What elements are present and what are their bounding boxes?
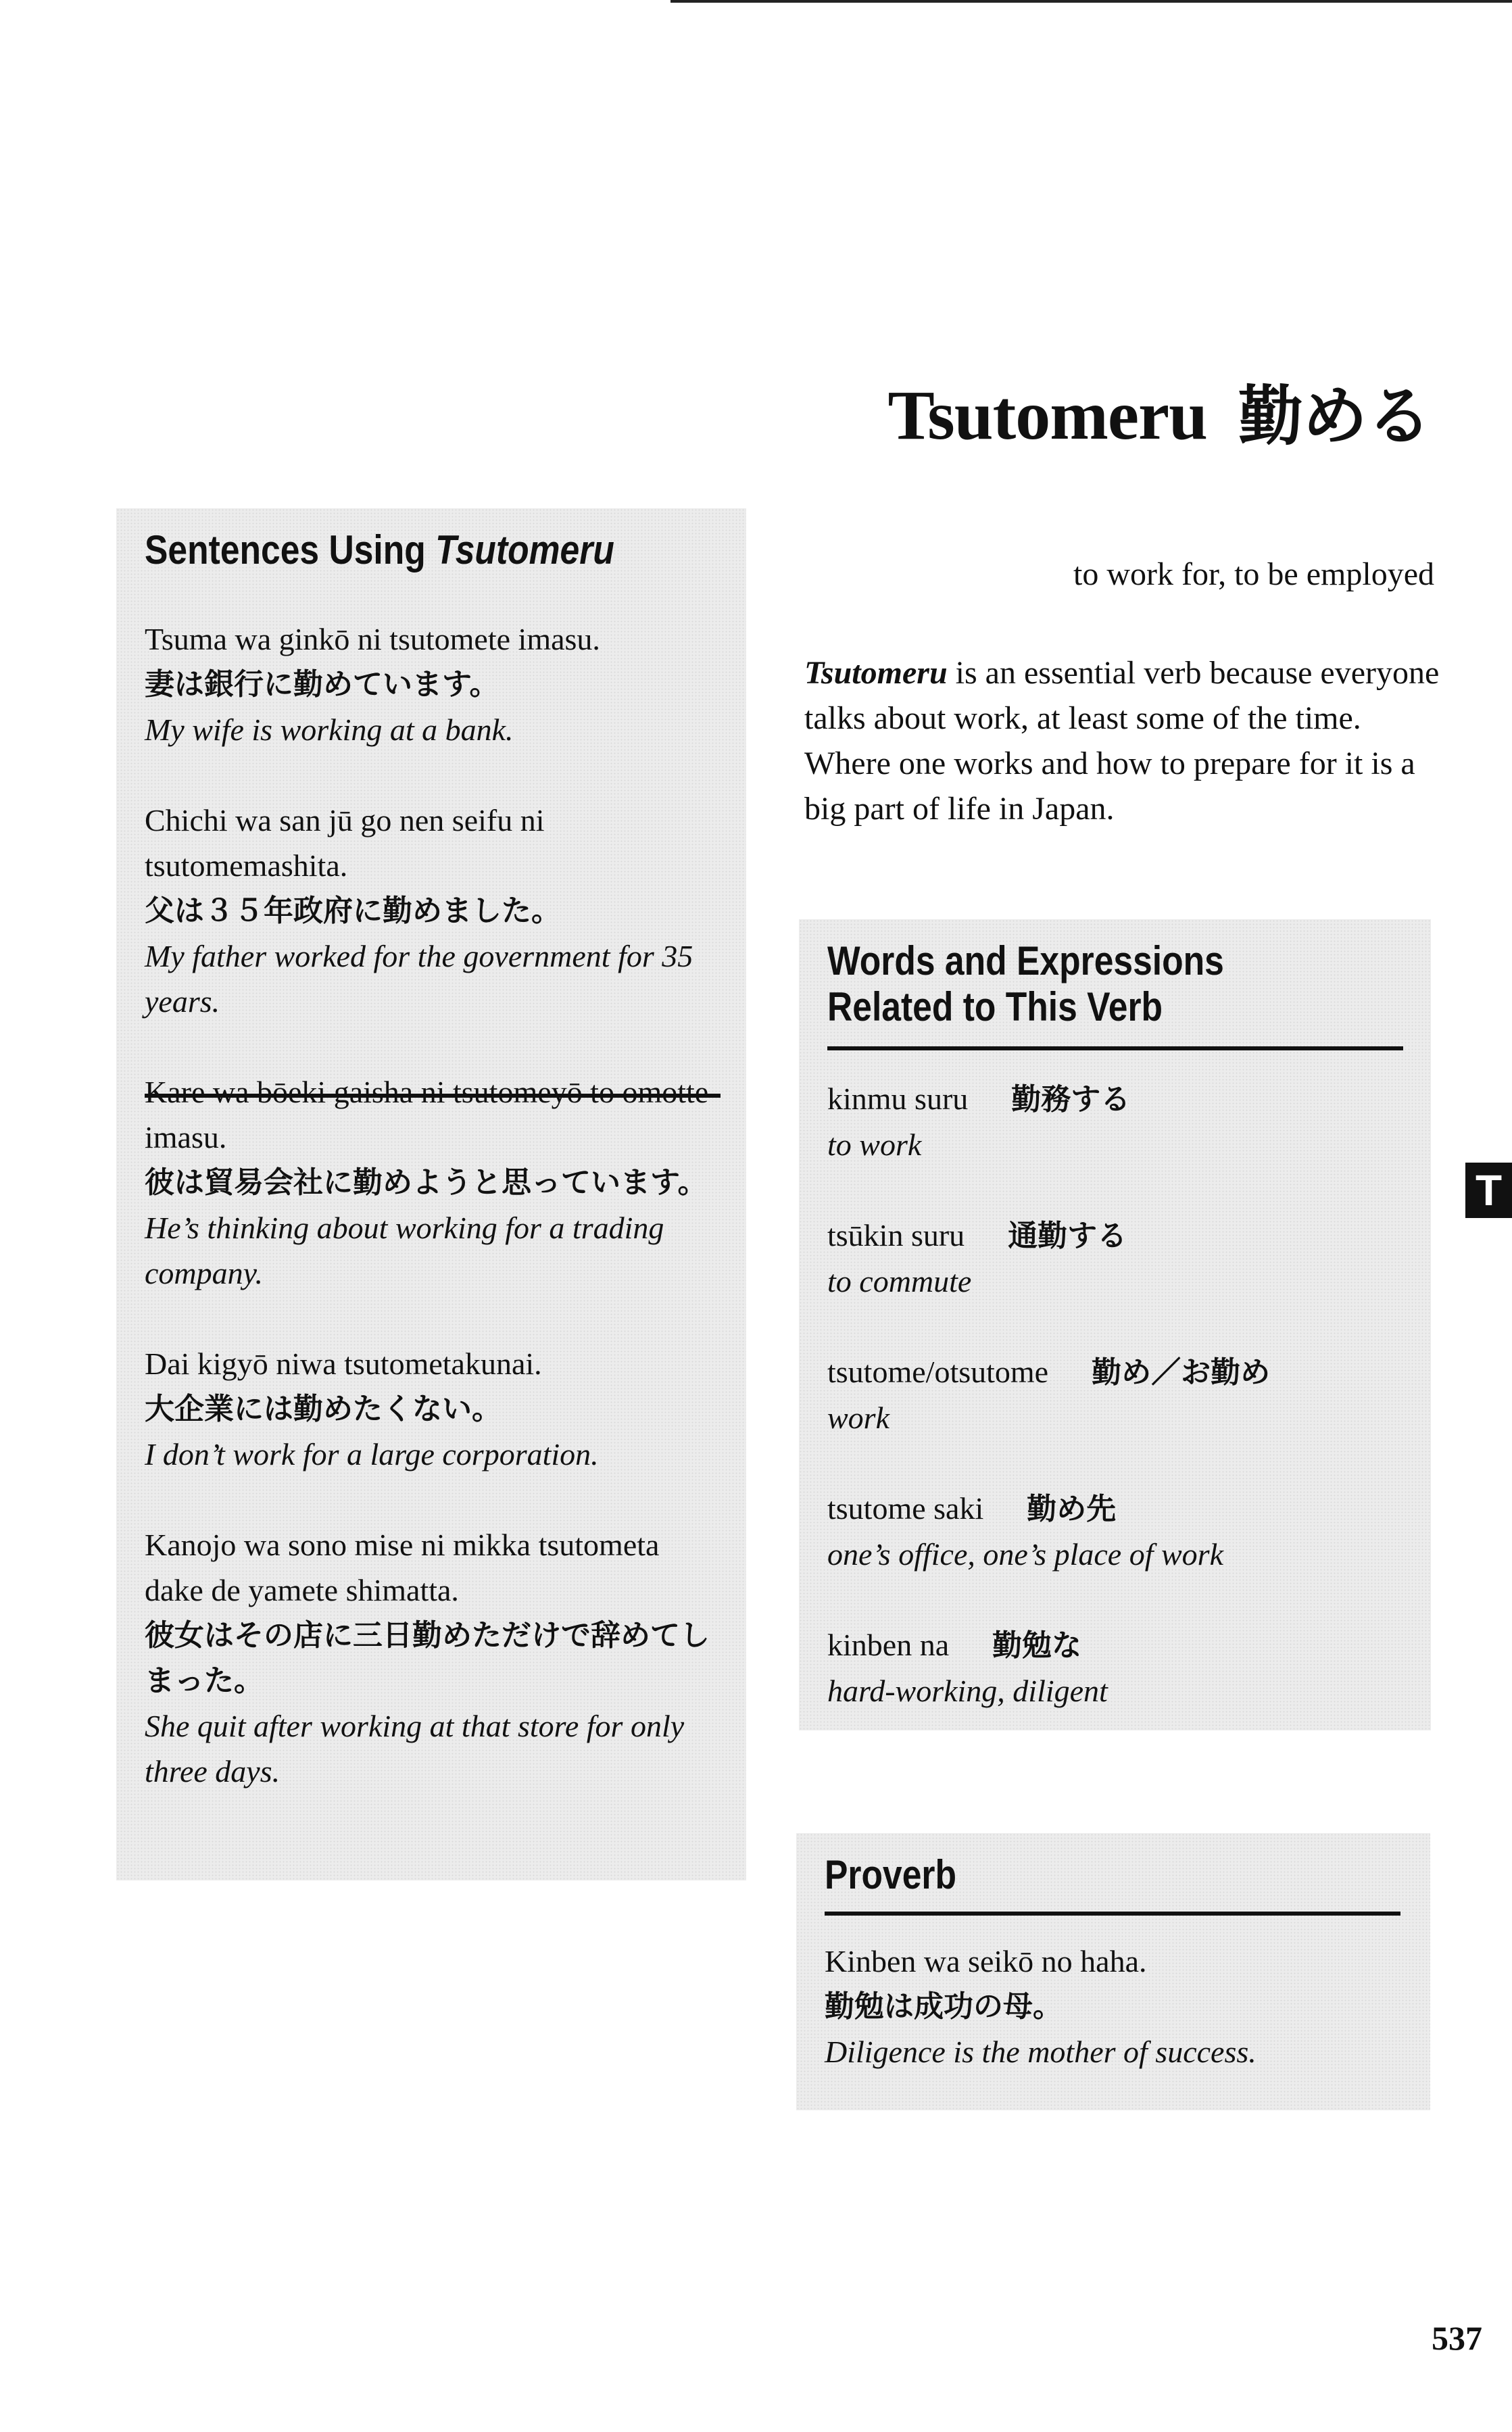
word-japanese: 通勤する (1008, 1219, 1127, 1253)
top-rule (670, 0, 1512, 3)
sentence-japanese: 大企業には勤めたくない。 (145, 1392, 502, 1426)
title-romaji: Tsutomeru (887, 376, 1207, 454)
sentence-romaji: Tsuma wa ginkō ni tsutomete imasu. (145, 622, 600, 656)
section-thumb-tab: T (1465, 1163, 1512, 1218)
intro-paragraph (804, 650, 1453, 831)
words-heading (827, 938, 1224, 1030)
sentence-entry (145, 616, 719, 752)
title-kanji: 勤める (1238, 379, 1431, 454)
proverb-box (796, 1833, 1430, 2110)
word-entry (827, 1349, 1409, 1440)
word-english: to commute (827, 1264, 972, 1298)
sentences-list (145, 616, 719, 1794)
sentences-heading-prefix: Sentences Using (145, 527, 436, 573)
page-title (887, 375, 1431, 456)
word-japanese: 勤勉な (992, 1628, 1082, 1663)
sentence-romaji: Kanojo wa sono mise ni mikka tsutometa dake de yamete shimatta. (145, 1528, 660, 1607)
sentences-box (116, 508, 746, 1880)
words-list (827, 1076, 1409, 1713)
sentence-japanese: 妻は銀行に勤めています。 (145, 667, 499, 702)
proverb-japanese: 勤勉は成功の母。 (825, 1989, 1063, 2024)
words-heading-line-1: Words and Expressions (827, 938, 1224, 983)
proverb-heading: Proverb (825, 1852, 957, 1897)
words-box (799, 919, 1431, 1730)
word-english: to work (827, 1127, 922, 1162)
sentence-english: He’s thinking about working for a trading company. (145, 1211, 664, 1290)
sentence-entry (145, 1069, 719, 1296)
word-romaji: tsutome saki (827, 1491, 984, 1526)
sentence-japanese: 彼は貿易会社に勤めようと思っています。 (145, 1165, 708, 1200)
page-number: 537 (1432, 2319, 1482, 2357)
word-entry (827, 1486, 1409, 1577)
sentence-entry (145, 798, 719, 1024)
word-english: work (827, 1401, 889, 1435)
word-romaji: kinmu suru (827, 1081, 969, 1116)
word-romaji: tsutome/otsutome (827, 1355, 1049, 1389)
intro-text: is an essential verb because everyone talks about work, at least some of the time. Where one works and how to prepare for it is a big part of life in Japan. (804, 655, 1440, 827)
words-heading-line-2: Related to This Verb (827, 984, 1163, 1029)
sentence-english: My wife is working at a bank. (145, 712, 514, 747)
sentence-entry (145, 1341, 719, 1477)
sentences-heading-verb: Tsutomeru (435, 527, 614, 573)
words-heading-rule (827, 1046, 1403, 1050)
verb-meaning: to work for, to be employed (1073, 556, 1434, 592)
sentence-romaji: Dai kigyō niwa tsutometakunai. (145, 1346, 542, 1381)
sentence-entry (145, 1522, 719, 1794)
word-japanese: 勤め先 (1027, 1492, 1117, 1526)
word-entry (827, 1213, 1409, 1304)
sentence-english: She quit after working at that store for only three days. (145, 1709, 685, 1789)
word-japanese: 勤務する (1011, 1082, 1131, 1117)
sentence-romaji: Kare wa bōeki gaisha ni tsutomeyō to omotte imasu. (145, 1075, 709, 1154)
word-english: one’s office, one’s place of work (827, 1537, 1223, 1572)
word-entry (827, 1622, 1409, 1713)
word-romaji: tsūkin suru (827, 1218, 965, 1253)
sentence-english: My father worked for the government for 35 years. (145, 939, 693, 1019)
sentences-heading (145, 527, 614, 573)
word-romaji: kinben na (827, 1628, 950, 1662)
word-japanese: 勤め／お勤め (1092, 1355, 1271, 1390)
sentence-japanese: 父は３５年政府に勤めました。 (145, 894, 561, 928)
sentence-japanese: 彼女はその店に三日勤めただけで辞めてしまった。 (145, 1618, 710, 1698)
sentence-romaji: Chichi wa san jū go nen seifu ni tsutomemashita. (145, 803, 545, 883)
word-english: hard-working, diligent (827, 1674, 1108, 1708)
proverb-romaji: Kinben wa seikō no haha. (825, 1944, 1147, 1978)
sentence-english: I don’t work for a large corporation. (145, 1437, 599, 1472)
proverb-english: Diligence is the mother of success. (825, 2035, 1257, 2069)
intro-verb: Tsutomeru (804, 655, 948, 691)
proverb-heading-rule (825, 1912, 1400, 1916)
word-entry (827, 1076, 1409, 1167)
proverb-body (825, 1939, 1406, 2074)
